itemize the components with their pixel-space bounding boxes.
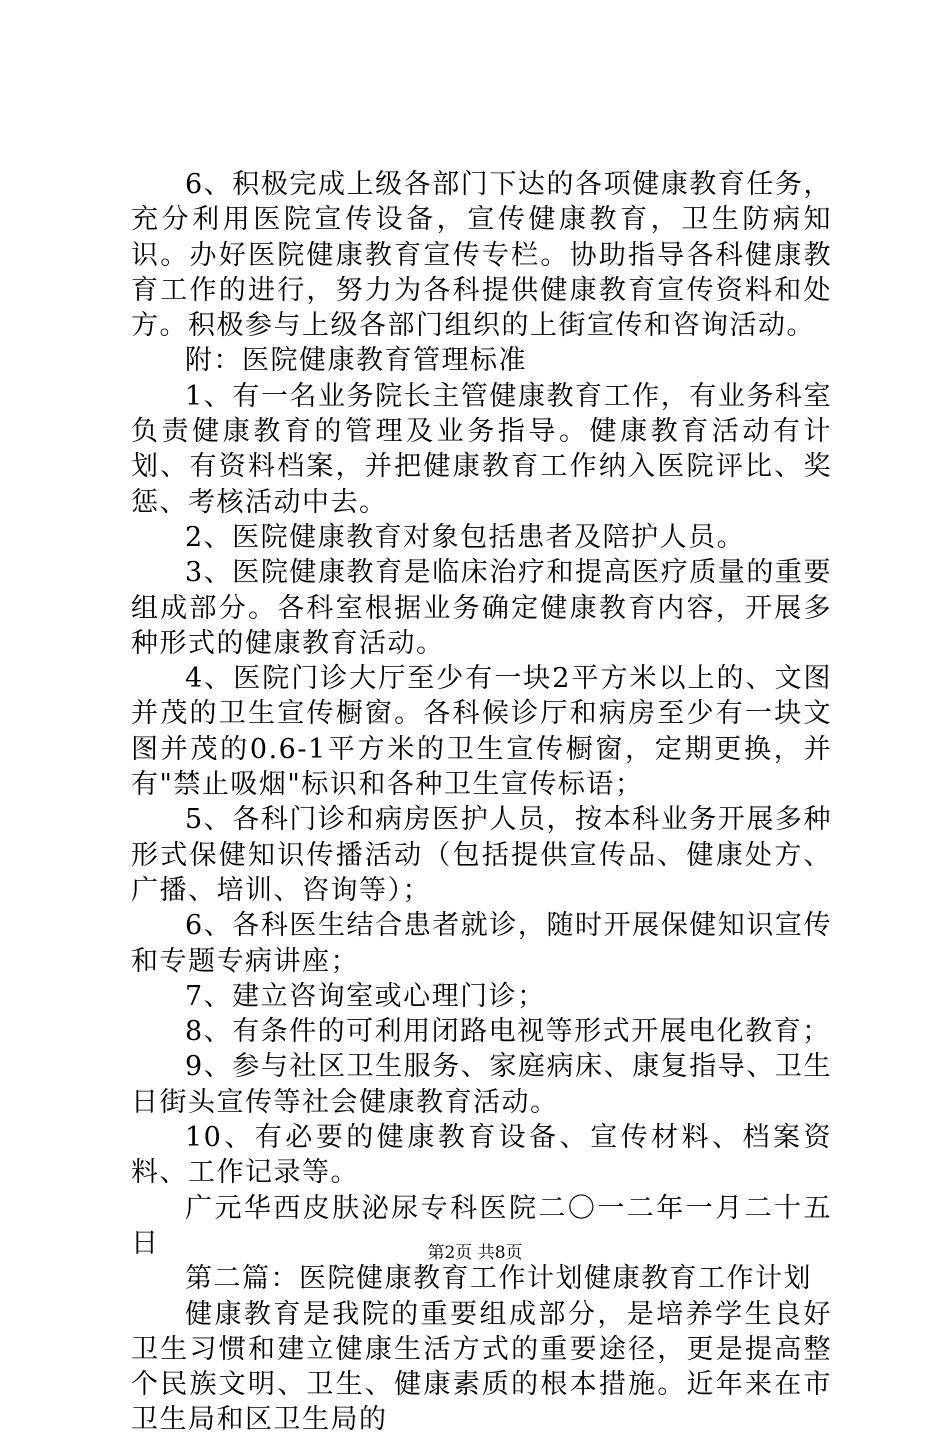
standard-item-8: 8、有条件的可利用闭路电视等形式开展电化教育； bbox=[185, 1016, 831, 1048]
standard-item-1: 1、有一名业务院长主管健康教育工作，有业务科室负责健康教育的管理及业务指导。健康教育活动有计划、有资料档案，并把健康教育工作纳入医院评比、奖惩、考核活动中去。 bbox=[131, 380, 832, 518]
standard-item-5: 5、各科门诊和病房医护人员，按本科业务开展多种形式保健知识传播活动（包括提供宣传品、健康处方、广播、培训、咨询等）； bbox=[131, 804, 832, 906]
standard-item-10: 10、有必要的健康教育设备、宣传材料、档案资料、工作记录等。 bbox=[131, 1122, 832, 1189]
page-number-footer: 第2页 共8页 bbox=[427, 1243, 523, 1263]
standard-item-2: 2、医院健康教育对象包括患者及陪护人员。 bbox=[185, 521, 746, 553]
paragraph-item-6-publicity: 6、积极完成上级各部门下达的各项健康教育任务，充分利用医院宣传设备，宣传健康教育，卫生防病知识。办好医院健康教育宣传专栏。协助指导各科健康教育工作的进行，努力为各科提供健康教育宣传资料和处方。积极参与上级各部门组织的上街宣传和咨询活动。 bbox=[131, 169, 832, 342]
section-title-part-two: 第二篇：医院健康教育工作计划健康教育工作计划 bbox=[185, 1263, 812, 1295]
signature-line: 广元华西皮肤泌尿专科医院二〇一二年一月二十五日 bbox=[131, 1192, 832, 1259]
intro-paragraph: 健康教育是我院的重要组成部分，是培养学生良好卫生习惯和建立健康生活方式的重要途径，更是提高整个民族文明、卫生、健康素质的根本措施。近年来在市卫生局和区卫生局的 bbox=[131, 1298, 832, 1436]
standard-item-7: 7、建立咨询室或心理门诊； bbox=[185, 980, 546, 1012]
standard-item-9: 9、参与社区卫生服务、家庭病床、康复指导、卫生日街头宣传等社会健康教育活动。 bbox=[131, 1051, 832, 1118]
standard-item-3: 3、医院健康教育是临床治疗和提高医疗质量的重要组成部分。各科室根据业务确定健康教育内容，开展多种形式的健康教育活动。 bbox=[131, 557, 832, 659]
appendix-heading: 附：医院健康教育管理标准 bbox=[185, 345, 527, 377]
standard-item-6: 6、各科医生结合患者就诊，随时开展保健知识宣传和专题专病讲座； bbox=[131, 910, 832, 977]
standard-item-4: 4、医院门诊大厅至少有一块2平方米以上的、文图并茂的卫生宣传橱窗。各科候诊厅和病房至少有一块文图并茂的0.6-1平方米的卫生宣传橱窗，定期更换，并有"禁止吸烟"标识和各种卫生宣传标语； bbox=[131, 663, 832, 801]
